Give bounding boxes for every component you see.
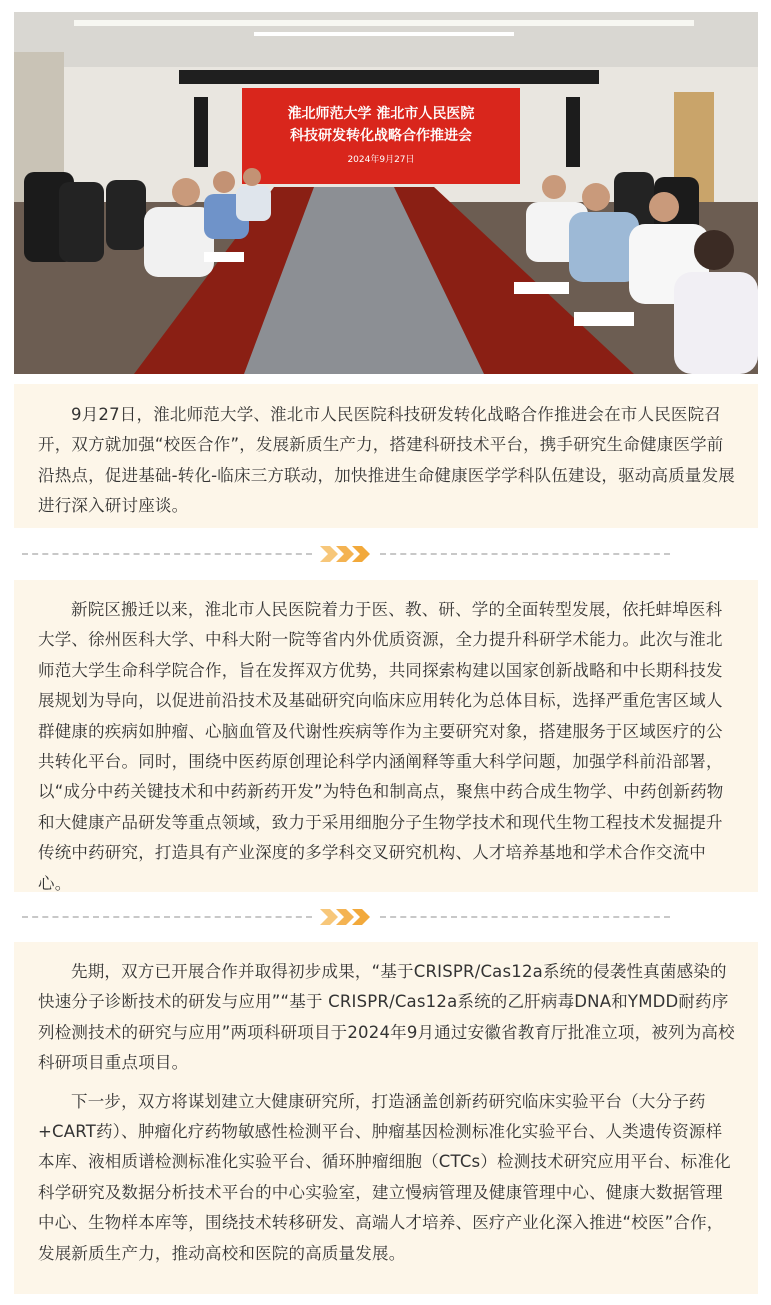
- divider-dash-right: [380, 553, 670, 555]
- divider-dash-left: [22, 916, 312, 918]
- paragraph: 9月27日，淮北师范大学、淮北市人民医院科技研发转化战略合作推进会在市人民医院召开，双方就加强“校医合作”，发展新质生产力，搭建科研技术平台，携手研究生命健康医学前沿热点，促进基础-转化-临床三方联动，加快推进生命健康医学学科队伍建设，驱动高质量发展进行深入研讨座谈。: [38, 405, 736, 516]
- meeting-photo-illustration: [14, 12, 758, 374]
- banner-title-line2: 科技研发转化战略合作推进会: [290, 128, 472, 144]
- article-section-2: [14, 580, 758, 892]
- paragraph: 新院区搬迁以来，淮北市人民医院着力于医、教、研、学的全面转型发展，依托蚌埠医科大学、徐州医科大学、中科大附一院等省内外优质资源，全力提升科研学术能力。此次与淮北师范大学生命科学院合作，旨在发挥双方优势，共同探索构建以国家创新战略和中长期科技发展规划为导向，以促进前沿技术及基础研究向临床应用转化为总体目标，选择严重危害区域人群健康的疾病如肿瘤、心脑血管及代谢性疾病等作为主要研究对象，搭建服务于区域医疗的公共转化平台。同时，围绕中医药原创理论科学内涵阐释等重大科学问题，加强学科前沿部署，以“成分中药关键技术和中药新药开发”为特色和制高点，聚焦中药合成生物学、中药创新药物和大健康产品研发等重点领域，致力于采用细胞分子生物学技术和现代生物工程技术发掘提升传统中药研究，打造具有产业深度的多学科交叉研究机构、人才培养基地和学术合作交流中心。: [38, 600, 724, 893]
- divider-dash-left: [22, 553, 312, 555]
- paragraph: 先期，双方已开展合作并取得初步成果，“基于CRISPR/Cas12a系统的侵袭性真菌感染的快速分子诊断技术的研发与应用”“基于 CRISPR/Cas12a系统的乙肝病毒DNA和YMDD耐药序列检测技术的研究与应用”两项科研项目于2024年9月通过安徽省教育厅批准立项，被列为高校科研项目重点项目。: [38, 962, 735, 1073]
- divider-dash-right: [380, 916, 670, 918]
- article-section-3: [14, 942, 758, 1294]
- paragraph: 下一步，双方将谋划建立大健康研究所，打造涵盖创新药研究临床实验平台（大分子药+CART药）、肿瘤化疗药物敏感性检测平台、肿瘤基因检测标准化实验平台、人类遗传资源样本库、液相质谱检测标准化实验平台、循环肿瘤细胞（CTCs）检测技术研究应用平台、标准化科学研究及数据分析技术平台的中心实验室，建立慢病管理及健康管理中心、健康大数据管理中心、生物样本库等，围绕技术转移研发、高端人才培养、医疗产业化深入推进“校医”合作，发展新质生产力，推动高校和医院的高质量发展。: [38, 1091, 731, 1263]
- meeting-photo: [14, 12, 758, 374]
- article-section-1: [14, 384, 758, 528]
- section-divider: [22, 906, 750, 928]
- triple-chevron-icon: [318, 906, 374, 928]
- banner-title-line1: 淮北师范大学 淮北市人民医院: [287, 106, 475, 122]
- banner-date: 2024年9月27日: [347, 155, 415, 165]
- triple-chevron-icon: [318, 543, 374, 565]
- section-divider: [22, 543, 750, 565]
